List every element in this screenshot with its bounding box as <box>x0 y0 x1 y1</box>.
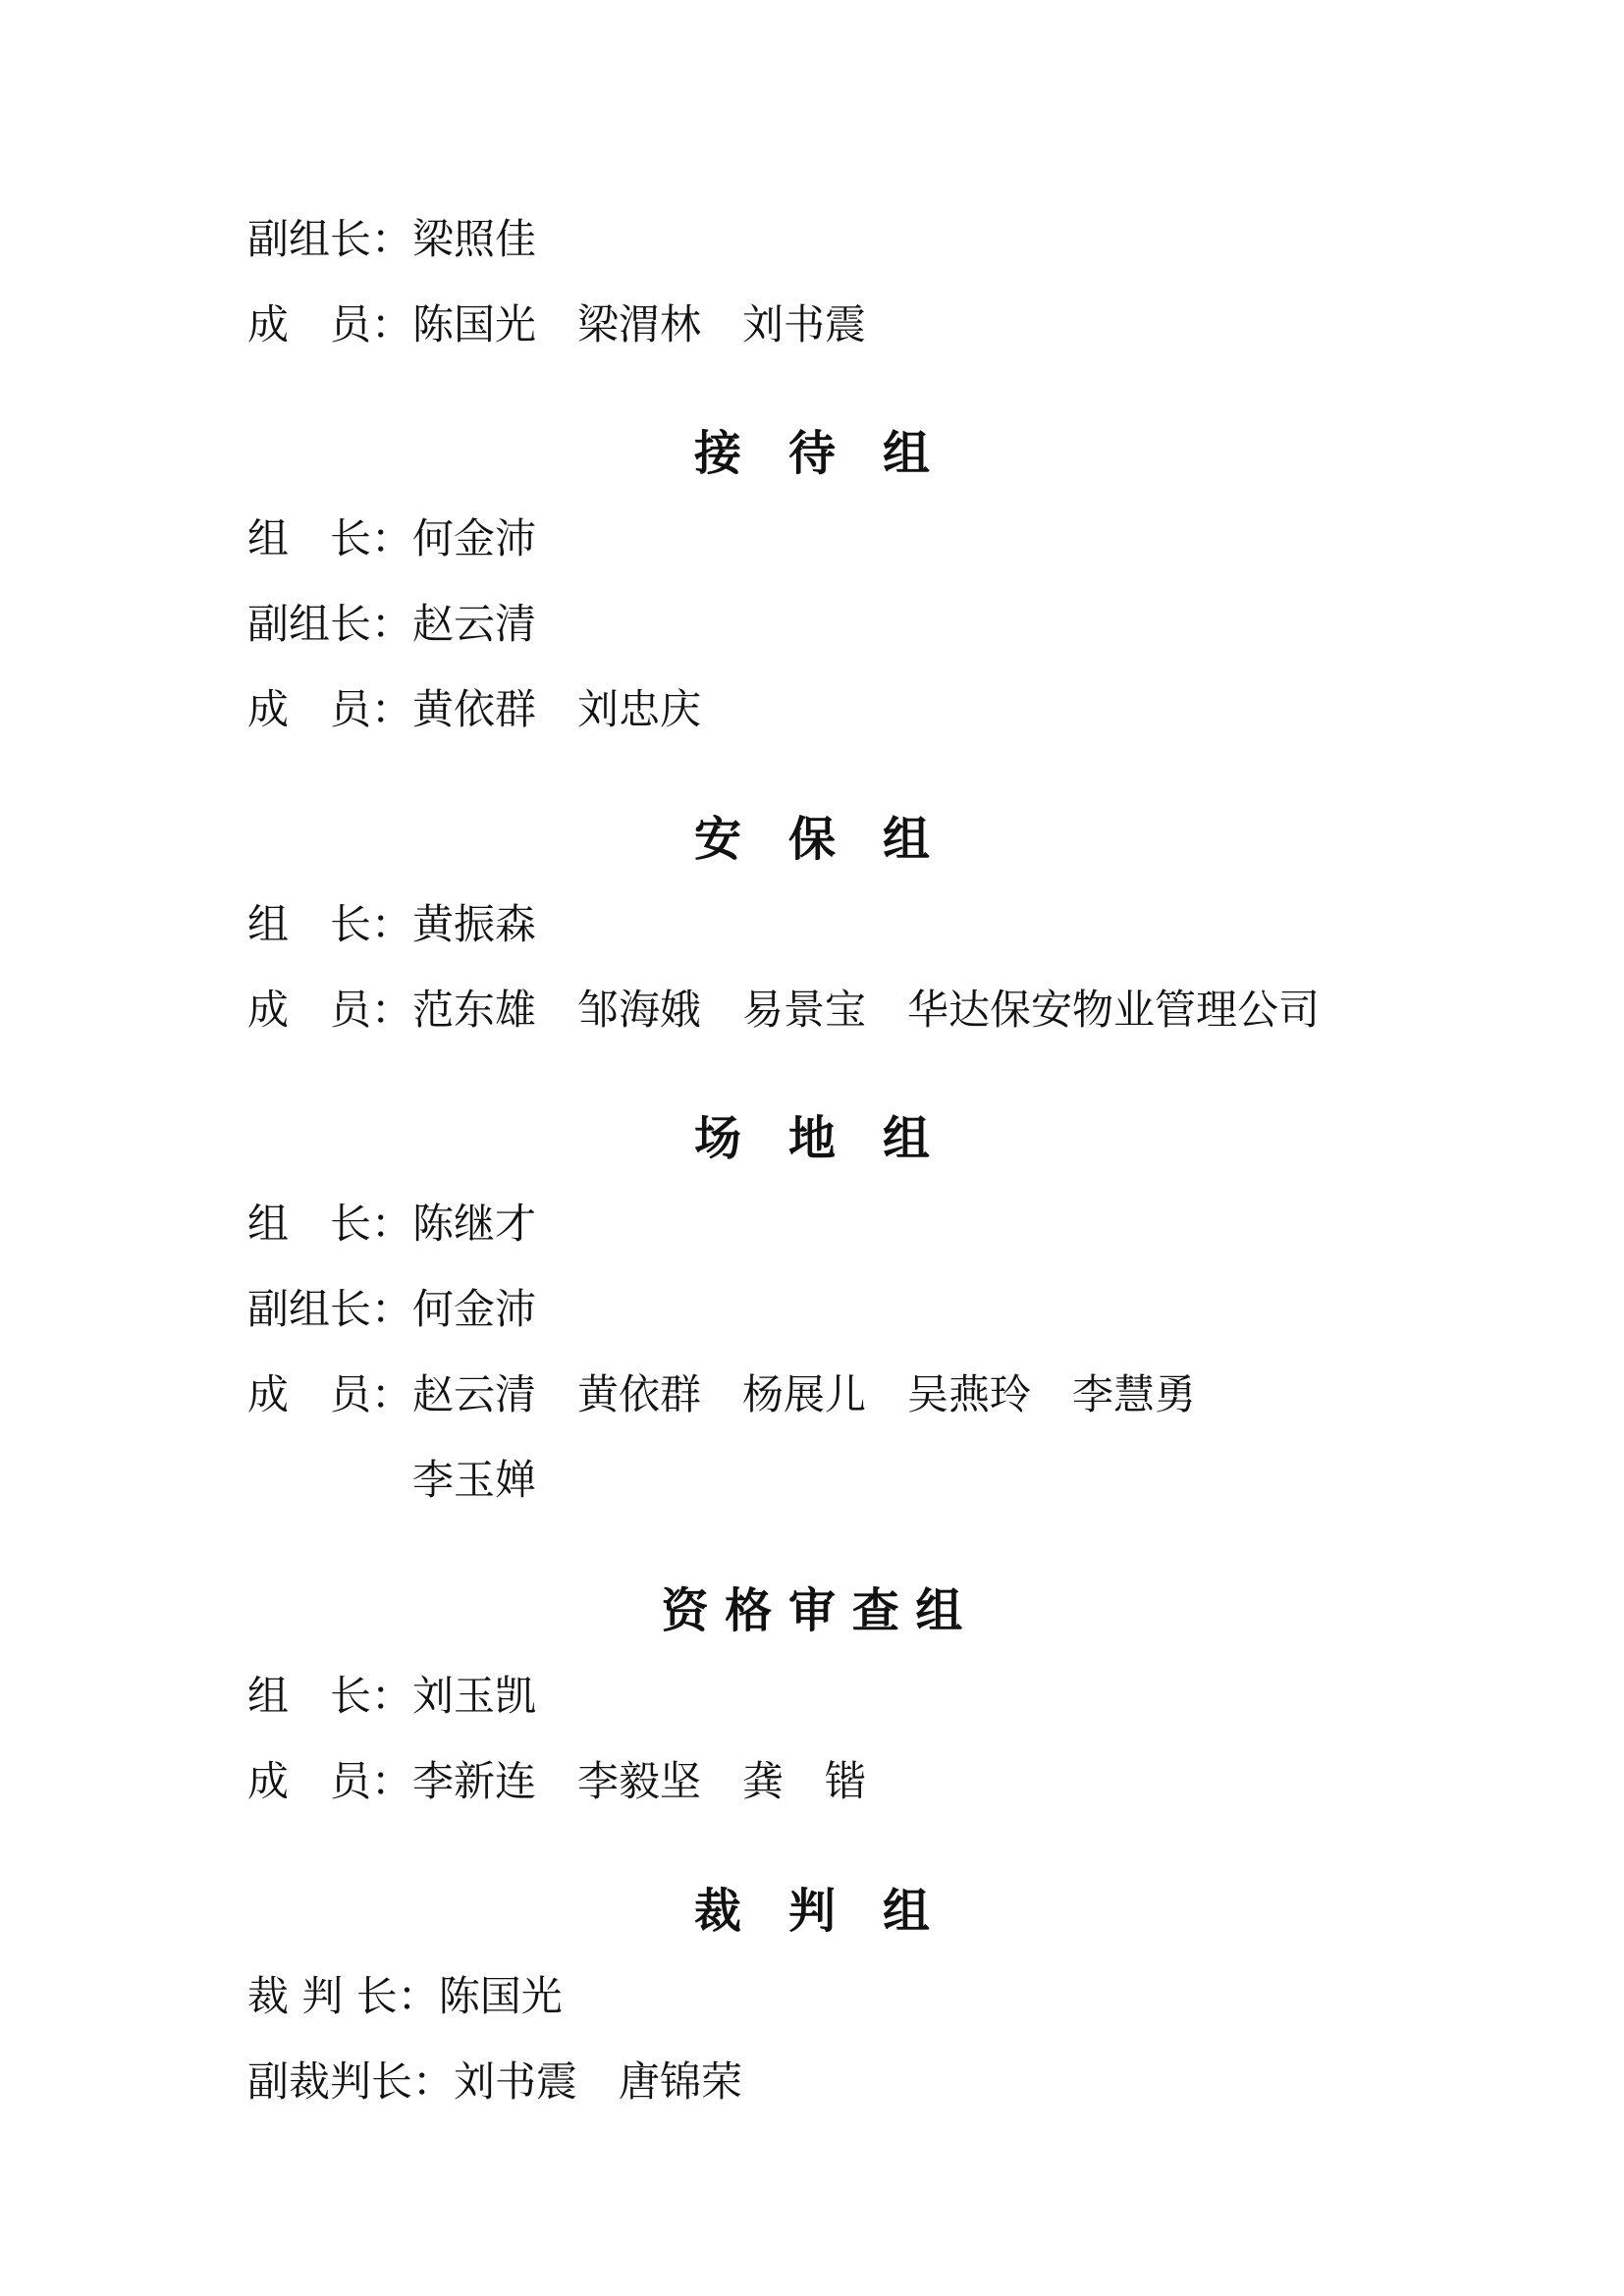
member-line: 组 长：何金沛 <box>247 514 537 562</box>
section-heading: 接 待 组 <box>693 426 930 481</box>
member-line: 副组长：赵云清 <box>247 600 537 648</box>
section-heading: 资 格 审 查 组 <box>661 1583 963 1638</box>
member-line: 组 长：刘玉凯 <box>247 1672 537 1720</box>
member-line: 成 员：李新连 李毅坚 龚 锴 <box>247 1757 867 1805</box>
member-line: 组 长：陈继才 <box>247 1200 537 1248</box>
member-line: 成 员：黄依群 刘忠庆 <box>247 685 702 733</box>
member-line: 副裁判长：刘书震 唐锦荣 <box>247 2057 743 2106</box>
member-line: 副组长：何金沛 <box>247 1285 537 1333</box>
member-line: 李玉婵 <box>247 1456 537 1504</box>
section-heading: 场 地 组 <box>693 1111 930 1166</box>
section-heading: 裁 判 组 <box>693 1884 930 1939</box>
member-line: 裁 判 长：陈国光 <box>247 1972 563 2020</box>
member-line: 组 长：黄振森 <box>247 900 537 948</box>
member-line: 成 员：赵云清 黄依群 杨展儿 吴燕玲 李慧勇 <box>247 1370 1197 1418</box>
member-line: 成 员：范东雄 邹海娥 易景宝 华达保安物业管理公司 <box>247 986 1321 1034</box>
member-line: 副组长：梁照佳 <box>247 215 537 263</box>
member-line: 成 员：陈国光 梁渭林 刘书震 <box>247 300 867 348</box>
section-heading: 安 保 组 <box>693 812 930 867</box>
